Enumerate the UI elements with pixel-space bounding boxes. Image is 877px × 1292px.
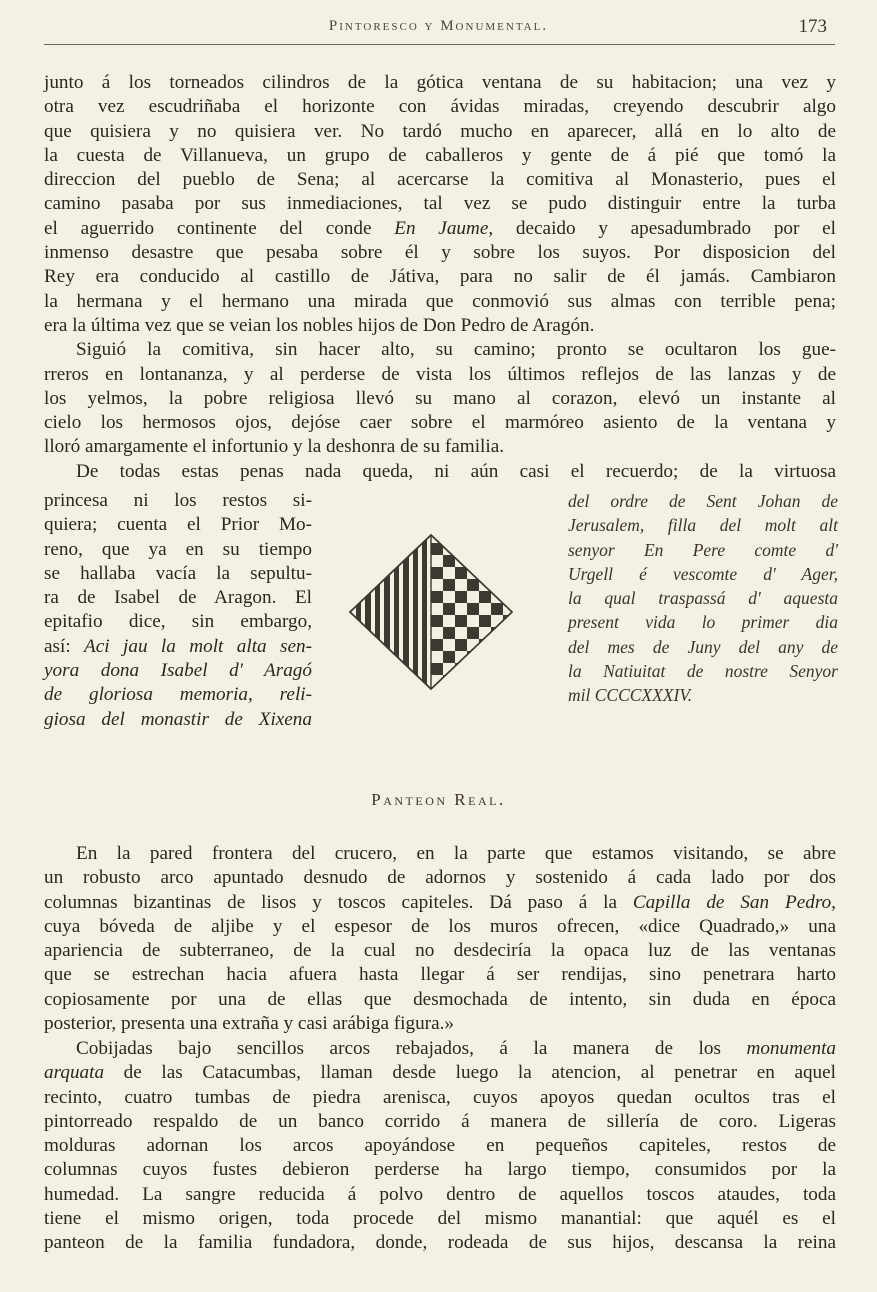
text-run: así:	[44, 635, 85, 657]
paragraph	[44, 71, 836, 338]
paragraph	[44, 338, 836, 459]
body-text-panteon-p1	[44, 842, 836, 1036]
text-run: decaido y apesadumbrado por el	[493, 217, 836, 239]
text-line: la cuesta de Villanueva, un grupo de caballeros y gente de á pié que tomó la	[44, 144, 836, 166]
epitaph-line: Jerusalem, filla del molt alt	[568, 515, 838, 536]
epitaph-line: yora dona Isabel d' Aragó	[44, 660, 312, 682]
text-line: otra vez escudriñaba el horizonte con ávidas miradas, creyendo descubrir algo	[44, 96, 836, 118]
text-line: ra de Isabel de Aragon. El	[44, 587, 312, 609]
text-line	[44, 1061, 836, 1085]
italic-chapel-name: Capilla de San Pedro,	[632, 891, 836, 913]
text-line	[44, 1037, 836, 1061]
text-line: lloró amargamente el infortunio y la deshonra de su familia.	[44, 436, 505, 458]
text-line: copiosamente por una de ellas que desmochada de intento, sin duda en época	[44, 988, 836, 1010]
text-line: camino pasaba por sus inmediaciones, tal vez se pudo distinguir entre la turba	[44, 193, 836, 215]
text-line: tiene el mismo origen, toda procede del mismo manantial: que aquél es el	[44, 1208, 836, 1230]
epitaph-line: del ordre de Sent Johan de	[568, 491, 838, 511]
text-line: De todas estas penas nada queda, ni aún casi el recuerdo; de la virtuosa	[76, 460, 836, 482]
text-line	[44, 635, 312, 659]
running-head	[0, 18, 877, 44]
text-line: direccion del pueblo de Sena; al acercarse la comitiva al Monasterio, pues el	[44, 169, 836, 191]
running-title: Pintoresco y Monumental.	[328, 18, 549, 34]
text-line: panteon de la familia fundadora, donde, rodeada de sus hijos, descansa la reina	[44, 1232, 836, 1254]
text-line	[44, 891, 836, 915]
text-line: apariencia de subterraneo, de la cual no desdeciría la opaca luz de las ventanas	[44, 940, 836, 962]
text-line: reno, que ya en su tiempo	[44, 538, 312, 560]
epitaph-line: la qual traspassá d' aquesta	[568, 588, 838, 609]
text-line: molduras adornan los arcos apoyándose en pequeños capiteles, restos de	[44, 1135, 836, 1157]
epitaph-line: giosa del monastir de Xixena	[44, 708, 312, 730]
text-line: cuya bóveda de aljibe y el espesor de los muros ofrecen, «dice Quadrado,» una	[44, 915, 836, 937]
text-line: rreros en lontananza, y al perderse de vista los últimos reflejos de las lanzas y de	[44, 363, 836, 385]
body-text-panteon-p2	[44, 1037, 836, 1256]
epitaph-line: senyor En Pere comte d'	[568, 539, 838, 560]
text-line: era la última vez que se veian los nobles hijos de Don Pedro de Aragón.	[44, 314, 595, 336]
text-line: humedad. La sangre reducida á polvo dentro de aquellos toscos ataudes, toda	[44, 1183, 836, 1205]
epitaph-line: la Natiuitat de nostre Senyor	[568, 661, 838, 682]
epitaph-line: del mes de Juny del any de	[568, 636, 838, 657]
left-column-text	[44, 489, 312, 732]
paragraph	[44, 460, 836, 484]
text-line: pintorreado respaldo de un banco corrido á manera de sillería de coro. Ligeras	[44, 1110, 836, 1132]
text-line: inmenso desastre que pesaba sobre él y sobre los suyos. Por disposicion del	[44, 242, 836, 264]
text-line: los yelmos, la pobre religiosa llevó su mano al corazon, elevó un instante al	[44, 387, 836, 409]
epitaph-line: present vida lo primer dia	[568, 612, 838, 633]
text-line: Rey era conducido al castillo de Játiva, para no salir de él jamás. Cambiaron	[44, 266, 836, 288]
body-text-top	[44, 71, 836, 484]
section-heading: Panteon Real.	[371, 790, 506, 809]
italic-name: En Jaume,	[394, 217, 494, 239]
text-line: recinto, cuatro tumbas de piedra arenisca, cuyos apoyos quedan ocultos tras el	[44, 1086, 836, 1108]
text-line: se hallaba vacía la sepultu-	[44, 562, 312, 584]
text-line: En la pared frontera del crucero, en la parte que estamos visitando, se abre	[76, 843, 836, 864]
text-line: la hermana y el hermano una mirada que conmovió sus almas con terrible pena;	[44, 290, 836, 312]
lozenge-shield-icon	[346, 533, 516, 691]
text-line: columnas cuyos fustes debieron perderse ha largo tiempo, consumidos por la	[44, 1159, 836, 1181]
checky-pattern	[431, 533, 516, 691]
heraldic-lozenge-figure	[346, 533, 516, 691]
text-line: quiera; cuenta el Prior Mo-	[44, 514, 312, 536]
text-line: un robusto arco apuntado desnudo de adornos y sostenido á cada lado por dos	[44, 867, 836, 889]
text-line	[44, 217, 836, 241]
header-rule	[44, 44, 835, 45]
text-line: cielo los hermosos ojos, dejóse caer sobre el marmóreo asiento de la ventana y	[44, 412, 836, 434]
text-line: que quisiera y no quisiera ver. No tardó mucho en aparecer, allá en lo alto de	[44, 120, 836, 142]
text-run: el aguerrido continente del conde	[44, 217, 395, 239]
page-number: 173	[798, 16, 827, 37]
text-line: Siguió la comitiva, sin hacer alto, su camino; pronto se ocultaron los gue-	[76, 339, 836, 361]
text-run: columnas bizantinas de lisos y toscos capiteles. Dá paso á la	[44, 891, 633, 913]
text-line: junto á los torneados cilindros de la gótica ventana de su habitacion; una vez y	[44, 72, 836, 93]
epitaph-italic: Aci jau la molt alta sen-	[84, 635, 312, 657]
epitaph-line: de gloriosa memoria, reli-	[44, 684, 312, 706]
text-line: epitafio dice, sin embargo,	[44, 611, 312, 633]
text-line: que se estrechan hacia afuera hasta llegar á ser rendijas, sino penetrara harto	[44, 964, 836, 986]
epitaph-line: mil CCCCXXXIV.	[568, 685, 693, 706]
text-line: posterior, presenta una extraña y casi arábiga figura.»	[44, 1013, 454, 1035]
italic-latin: arquata	[44, 1062, 105, 1084]
epitaph-line: Urgell é vescomte d' Ager,	[568, 563, 838, 584]
text-line: princesa ni los restos si-	[44, 490, 312, 511]
text-run: Cobijadas bajo sencillos arcos rebajados, á la manera de los	[76, 1038, 747, 1059]
text-run: de las Catacumbas, llaman desde luego la atencion, al penetrar en aquel	[104, 1062, 836, 1084]
italic-latin: monumenta	[746, 1038, 836, 1059]
right-column-epitaph	[568, 489, 838, 708]
